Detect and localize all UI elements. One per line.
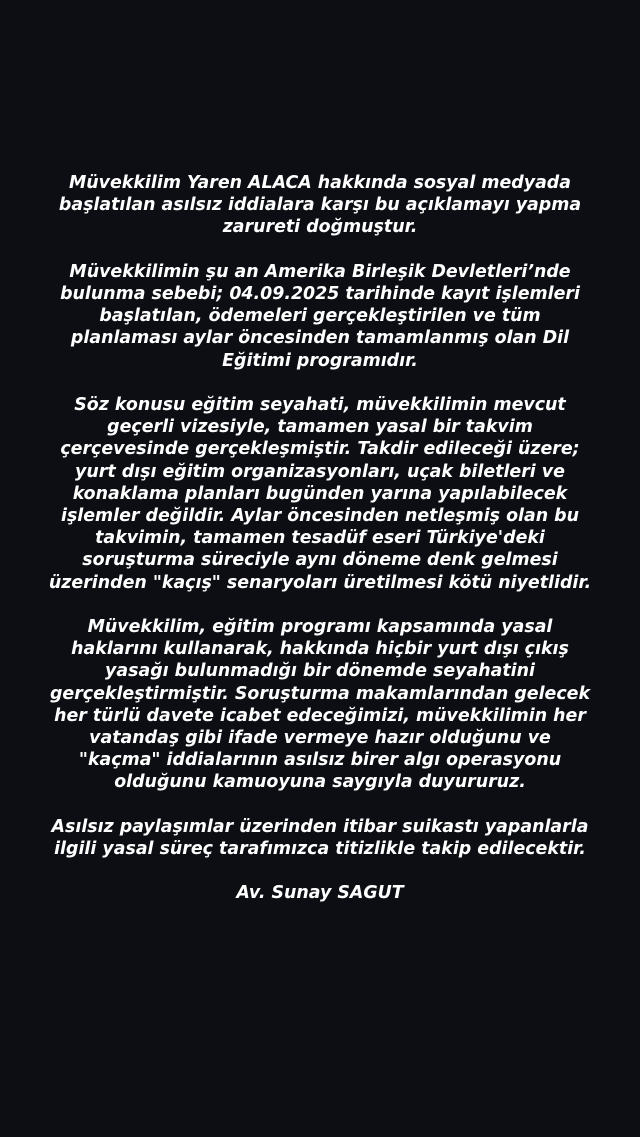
statement-line: konaklama planları bugünden yarına yapılabilecek	[72, 483, 568, 504]
statement-line: soruşturma süreciyle aynı döneme denk gelmesi	[82, 550, 558, 571]
statement-line: Söz konusu eğitim seyahati, müvekkilimin mevcut	[74, 395, 566, 415]
statement-line: işlemler değildir. Aylar öncesinden netleşmiş olan bu	[60, 506, 579, 527]
statement-line: Müvekkilim Yaren ALACA hakkında sosyal medyada	[68, 173, 571, 193]
statement-line: gerçekleştirmiştir. Soruşturma makamlarından gelecek	[49, 683, 591, 704]
statement-line: ilgili yasal süreç tarafımızca titizlikle takip edilecektir.	[54, 839, 586, 860]
statement-line: planlaması aylar öncesinden tamamlanmış olan Dil	[70, 328, 570, 349]
statement-line: zarureti doğmuştur.	[222, 217, 418, 238]
legal-statement	[20, 172, 620, 905]
statement-line: Müvekkilim, eğitim programı kapsamında yasal	[87, 617, 553, 638]
statement-line: Asılsız paylaşımlar üzerinden itibar suikastı yapanlarla	[51, 816, 589, 837]
statement-paragraph-2	[20, 261, 620, 372]
statement-line: Eğitimi programıdır.	[222, 350, 418, 371]
statement-line: yurt dışı eğitim organizasyonları, uçak biletleri ve	[75, 461, 565, 482]
statement-paragraph-4	[20, 616, 620, 794]
statement-line: haklarını kullanarak, hakkında hiçbir yurt dışı çıkış	[71, 639, 569, 660]
statement-line: "kaçma" iddialarının asılsız birer algı operasyonu	[78, 750, 562, 771]
statement-paragraph-3	[20, 394, 620, 594]
statement-line: takvimin, tamamen tesadüf eseri Türkiye'deki	[95, 528, 545, 549]
statement-line: olduğunu kamuoyuna saygıyla duyururuz.	[114, 772, 526, 793]
statement-line: başlatılan, ödemeleri gerçekleştirilen ve tüm	[99, 306, 541, 327]
lawyer-signature: Av. Sunay SAGUT	[236, 883, 404, 904]
statement-paragraph-5	[20, 816, 620, 860]
statement-line: çerçevesinde gerçekleşmiştir. Takdir edileceği üzere;	[60, 439, 580, 460]
statement-line: yasağı bulunmadığı bir dönemde seyahatini	[105, 661, 535, 682]
statement-paragraph-1	[20, 172, 620, 239]
statement-line: Müvekkilimin şu an Amerika Birleşik Devletleri’nde	[69, 261, 571, 282]
statement-line: başlatılan asılsız iddialara karşı bu açıklamayı yapma	[58, 195, 582, 216]
statement-line: her türlü davete icabet edeceğimizi, müvekkilimin her	[54, 705, 586, 726]
statement-line: üzerinden "kaçış" senaryoları üretilmesi kötü niyetlidir.	[48, 572, 592, 593]
statement-line: vatandaş gibi ifade vermeye hazır olduğunu ve	[89, 728, 551, 749]
statement-line: bulunma sebebi; 04.09.2025 tarihinde kayıt işlemleri	[60, 284, 580, 304]
statement-line: geçerli vizesiyle, tamamen yasal bir takvim	[107, 417, 533, 438]
